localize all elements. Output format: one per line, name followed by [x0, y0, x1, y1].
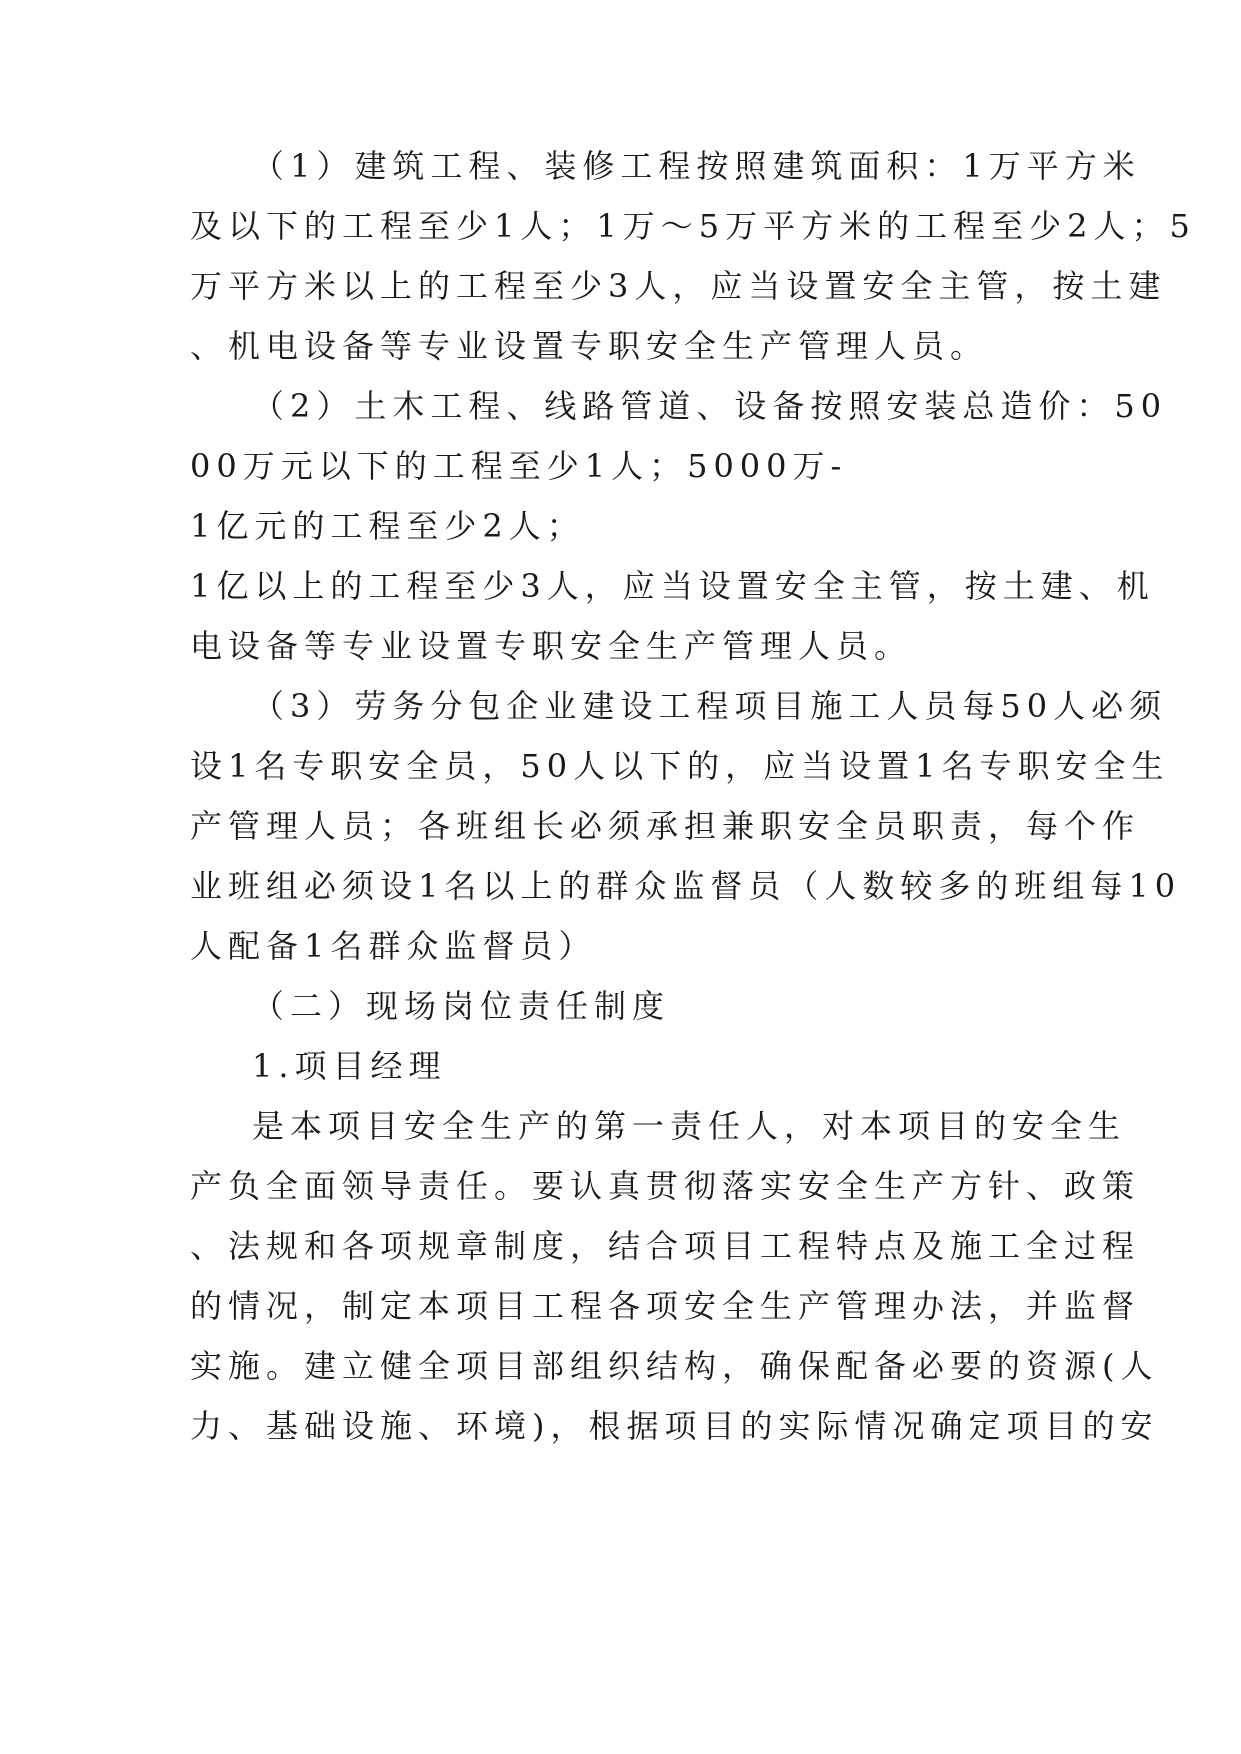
clause-3-line-1: （3）劳务分包企业建设工程项目施工人员每50人必须: [252, 687, 1168, 725]
clause-2-line-3: 1亿元的工程至少2人；: [190, 507, 585, 545]
paragraph-line-3: 、法规和各项规章制度，结合项目工程特点及施工全过程: [190, 1227, 1141, 1265]
clause-3-line-5: 人配备1名群众监督员）: [190, 927, 597, 965]
clause-1-line-3: 万平方米以上的工程至少3人，应当设置安全主管，按土建: [190, 267, 1167, 305]
clause-1-line-4: 、机电设备等专业设置专职安全生产管理人员。: [190, 327, 989, 365]
clause-3-line-3: 产管理人员；各班组长必须承担兼职安全员职责，每个作: [190, 807, 1141, 845]
paragraph-line-6: 力、基础设施、环境)，根据项目的实际情况确定项目的安: [190, 1407, 1159, 1445]
clause-2-line-2: 00万元以下的工程至少1人；5000万-: [190, 447, 848, 485]
paragraph-line-2: 产负全面领导责任。要认真贯彻落实安全生产方针、政策: [190, 1167, 1141, 1205]
clause-1-line-2: 及以下的工程至少1人；1万～5万平方米的工程至少2人；5: [190, 207, 1196, 245]
clause-2-line-5: 电设备等专业设置专职安全生产管理人员。: [190, 627, 913, 665]
section-heading: （二）现场岗位责任制度: [252, 987, 671, 1025]
paragraph-line-4: 的情况，制定本项目工程各项安全生产管理办法，并监督: [190, 1287, 1141, 1325]
paragraph-line-1: 是本项目安全生产的第一责任人，对本项目的安全生: [252, 1107, 1127, 1145]
clause-2-line-1: （2）土木工程、线路管道、设备按照安装总造价：50: [252, 387, 1168, 425]
item-heading: 1.项目经理: [252, 1047, 447, 1085]
paragraph-line-5: 实施。建立健全项目部组织结构，确保配备必要的资源(人: [190, 1347, 1159, 1385]
clause-1-line-1: （1）建筑工程、装修工程按照建筑面积：1万平方米: [252, 147, 1141, 185]
clause-3-line-2: 设1名专职安全员，50人以下的，应当设置1名专职安全生: [190, 747, 1170, 785]
clause-2-line-4: 1亿以上的工程至少3人，应当设置安全主管，按土建、机: [190, 567, 1155, 605]
clause-3-line-4: 业班组必须设1名以上的群众监督员（人数较多的班组每10: [190, 867, 1182, 905]
